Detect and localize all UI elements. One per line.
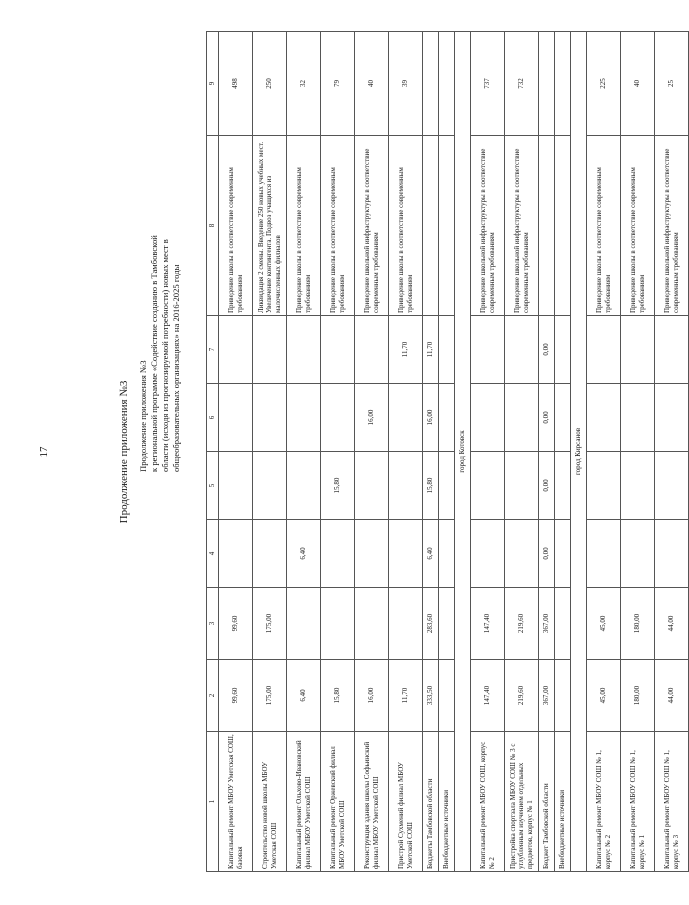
value-cell: 11,70 [423, 316, 439, 384]
header-block [118, 12, 204, 892]
table-row [219, 32, 253, 872]
total-row [539, 32, 555, 872]
value-cell [471, 452, 505, 520]
value-cell [389, 520, 423, 588]
row-label-cell: Капитальный ремонт МБОУ СОШ № 1, корпус № 1 [621, 732, 655, 872]
value-cell [471, 384, 505, 452]
value-cell [655, 316, 689, 384]
value-cell: 367,00 [539, 588, 555, 660]
row-label-cell: Бюджет Тамбовской области [539, 732, 555, 872]
value-cell [219, 316, 253, 384]
value-cell [539, 32, 555, 136]
row-label-cell: Пристройка спортзала МБОУ СОШ № 3 с углубленным изучением отдельных предметов, корпус № 1 [505, 732, 539, 872]
value-cell [587, 316, 621, 384]
row-label-cell: Внебюджетные источники [555, 732, 571, 872]
row-label-cell: Бюджеты Тамбовской области [423, 732, 439, 872]
value-cell: 6,40 [287, 660, 321, 732]
value-cell [555, 316, 571, 384]
value-cell: 250 [253, 32, 287, 136]
value-cell: 6,40 [423, 520, 439, 588]
value-cell [389, 452, 423, 520]
value-cell: 283,60 [423, 588, 439, 660]
column-number-cell: 7 [207, 316, 219, 384]
value-cell: 737 [471, 32, 505, 136]
value-cell: 0,00 [539, 316, 555, 384]
program-table [206, 31, 689, 872]
subtitle-line: области (исходя из прогнозируемой потребности) новых мест в [160, 239, 170, 472]
value-cell: 44,00 [655, 588, 689, 660]
value-cell [321, 588, 355, 660]
note-cell: Ликвидация 2 смены. Введение 250 новых учебных мест. Увеличение контингента. Подвоз учащихся из малочисленных филиалов [253, 136, 287, 316]
value-cell [587, 520, 621, 588]
value-cell: 175,00 [253, 660, 287, 732]
value-cell [287, 384, 321, 452]
note-cell: Приведение школьной инфраструктуры в соответствие современным требованиям [505, 136, 539, 316]
note-cell [539, 136, 555, 316]
value-cell [505, 384, 539, 452]
value-cell [439, 452, 455, 520]
value-cell: 498 [219, 32, 253, 136]
value-cell: 0,00 [539, 384, 555, 452]
value-cell: 180,00 [621, 660, 655, 732]
value-cell: 79 [321, 32, 355, 136]
value-cell [439, 660, 455, 732]
section-row [555, 32, 571, 872]
value-cell [555, 384, 571, 452]
value-cell: 147,40 [471, 660, 505, 732]
column-number-cell: 2 [207, 660, 219, 732]
note-cell: Приведение школы в соответствие современным требованиям [621, 136, 655, 316]
value-cell [621, 452, 655, 520]
value-cell [471, 520, 505, 588]
value-cell: 225 [587, 32, 621, 136]
value-cell [287, 316, 321, 384]
table-row [253, 32, 287, 872]
row-label-cell: Капитальный ремонт Оржевский филиал МБОУ Уметской СОШ [321, 732, 355, 872]
note-cell: Приведение школьной инфраструктуры в соответствие современным требованиям [471, 136, 505, 316]
value-cell: 0,00 [539, 520, 555, 588]
value-cell [389, 384, 423, 452]
table-row [587, 32, 621, 872]
column-number-cell: 5 [207, 452, 219, 520]
value-cell [439, 384, 455, 452]
table-row [355, 32, 389, 872]
value-cell [555, 660, 571, 732]
subtitle-line: к региональной программе «Содействие созданию в Тамбовской [149, 235, 159, 472]
note-cell: Приведение школы в соответствие современным требованиям [389, 136, 423, 316]
row-label-cell: Строительство новой школы МБОУ Уметская СОШ [253, 732, 287, 872]
value-cell: 219,60 [505, 660, 539, 732]
value-cell: 15,80 [321, 452, 355, 520]
value-cell: 99,60 [219, 660, 253, 732]
note-cell: Приведение школы в соответствие современным требованиям [287, 136, 321, 316]
city-row [455, 32, 471, 872]
value-cell: 175,00 [253, 588, 287, 660]
value-cell [439, 520, 455, 588]
value-cell: 333,50 [423, 660, 439, 732]
column-number-cell: 3 [207, 588, 219, 660]
note-cell [555, 136, 571, 316]
table-row [505, 32, 539, 872]
value-cell: 15,80 [423, 452, 439, 520]
city-label: город Котовск [455, 32, 471, 872]
value-cell [423, 32, 439, 136]
row-label-cell: Капитальный ремонт МБОУ Уметская СОШ, базовая [219, 732, 253, 872]
total-row [423, 32, 439, 872]
table-row [621, 32, 655, 872]
value-cell [219, 384, 253, 452]
value-cell: 40 [355, 32, 389, 136]
value-cell [555, 588, 571, 660]
value-cell [253, 316, 287, 384]
row-label-cell: Капитальный ремонт МБОУ СОШ № 1, корпус № 2 [587, 732, 621, 872]
value-cell: 11,70 [389, 316, 423, 384]
table-row [389, 32, 423, 872]
note-cell: Приведение школы в соответствие современным требованиям [321, 136, 355, 316]
value-cell: 16,00 [355, 660, 389, 732]
value-cell [219, 520, 253, 588]
value-cell [471, 316, 505, 384]
value-cell [621, 316, 655, 384]
note-cell: Приведение школьной инфраструктуры в соответствие современным требованиям [655, 136, 689, 316]
table-row [321, 32, 355, 872]
value-cell [587, 452, 621, 520]
value-cell: 39 [389, 32, 423, 136]
table-row [655, 32, 689, 872]
row-label-cell: Капитальный ремонт МБОУ СОШ № 1, корпус № 3 [655, 732, 689, 872]
value-cell [253, 520, 287, 588]
value-cell [655, 520, 689, 588]
value-cell [287, 588, 321, 660]
value-cell: 99,60 [219, 588, 253, 660]
value-cell: 180,00 [621, 588, 655, 660]
continuation-title: Продолжение приложения №3 [118, 380, 130, 524]
value-cell: 6,40 [287, 520, 321, 588]
value-cell [321, 316, 355, 384]
value-cell [505, 452, 539, 520]
value-cell: 16,00 [355, 384, 389, 452]
value-cell [219, 452, 253, 520]
row-label-cell: Капитальный ремонт Ольхово-Ивановский филиал МБОУ Уметской СОШ [287, 732, 321, 872]
value-cell: 40 [621, 32, 655, 136]
value-cell [621, 520, 655, 588]
row-label-cell: Реконструкция здания школы Софьинский филиал МБОУ Уметской СОШ [355, 732, 389, 872]
column-number-cell: 9 [207, 32, 219, 136]
value-cell: 0,00 [539, 452, 555, 520]
value-cell [505, 316, 539, 384]
section-row [439, 32, 455, 872]
value-cell: 25 [655, 32, 689, 136]
value-cell [439, 588, 455, 660]
value-cell: 32 [287, 32, 321, 136]
row-label-cell: Внебюджетные источники [439, 732, 455, 872]
city-label: город Кирсанов [571, 32, 587, 872]
table-row [287, 32, 321, 872]
value-cell [355, 520, 389, 588]
value-cell [253, 384, 287, 452]
value-cell: 15,80 [321, 660, 355, 732]
value-cell [587, 384, 621, 452]
value-cell [439, 32, 455, 136]
value-cell: 45,00 [587, 660, 621, 732]
value-cell [555, 520, 571, 588]
row-label-cell: Пристрой Сухмений филиал МБОУ Уметской СОШ [389, 732, 423, 872]
note-cell [439, 136, 455, 316]
column-number-cell: 1 [207, 732, 219, 872]
note-cell: Приведение школы в соответствие современным требованиям [219, 136, 253, 316]
value-cell [555, 452, 571, 520]
city-row [571, 32, 587, 872]
value-cell [287, 452, 321, 520]
value-cell [355, 316, 389, 384]
value-cell [321, 384, 355, 452]
value-cell [505, 520, 539, 588]
value-cell [621, 384, 655, 452]
page-number: 17 [38, 446, 50, 458]
value-cell: 45,00 [587, 588, 621, 660]
note-cell: Приведение школы в соответствие современным требованиям [587, 136, 621, 316]
value-cell [555, 32, 571, 136]
rotated-sheet [118, 12, 680, 892]
value-cell [439, 316, 455, 384]
value-cell [355, 588, 389, 660]
table-body [219, 32, 689, 872]
column-number-cell: 6 [207, 384, 219, 452]
value-cell [655, 452, 689, 520]
value-cell: 147,40 [471, 588, 505, 660]
value-cell [655, 384, 689, 452]
value-cell [355, 452, 389, 520]
table-row [471, 32, 505, 872]
subtitle [138, 32, 182, 472]
value-cell [321, 520, 355, 588]
subtitle-line: общеобразовательных организациях» на 2016-2025 годы [171, 264, 181, 472]
value-cell: 219,60 [505, 588, 539, 660]
value-cell: 44,00 [655, 660, 689, 732]
value-cell [389, 588, 423, 660]
value-cell [253, 452, 287, 520]
note-cell [423, 136, 439, 316]
column-number-cell: 8 [207, 136, 219, 316]
column-number-row [207, 32, 219, 872]
value-cell: 16,00 [423, 384, 439, 452]
value-cell: 11,70 [389, 660, 423, 732]
note-cell: Приведение школьной инфраструктуры в соответствие современным требованиям [355, 136, 389, 316]
row-label-cell: Капитальный ремонт МБОУ СОШ, корпус № 2 [471, 732, 505, 872]
subtitle-line: Продолжение приложения №3 [138, 360, 148, 472]
value-cell: 732 [505, 32, 539, 136]
value-cell: 367,00 [539, 660, 555, 732]
column-number-cell: 4 [207, 520, 219, 588]
